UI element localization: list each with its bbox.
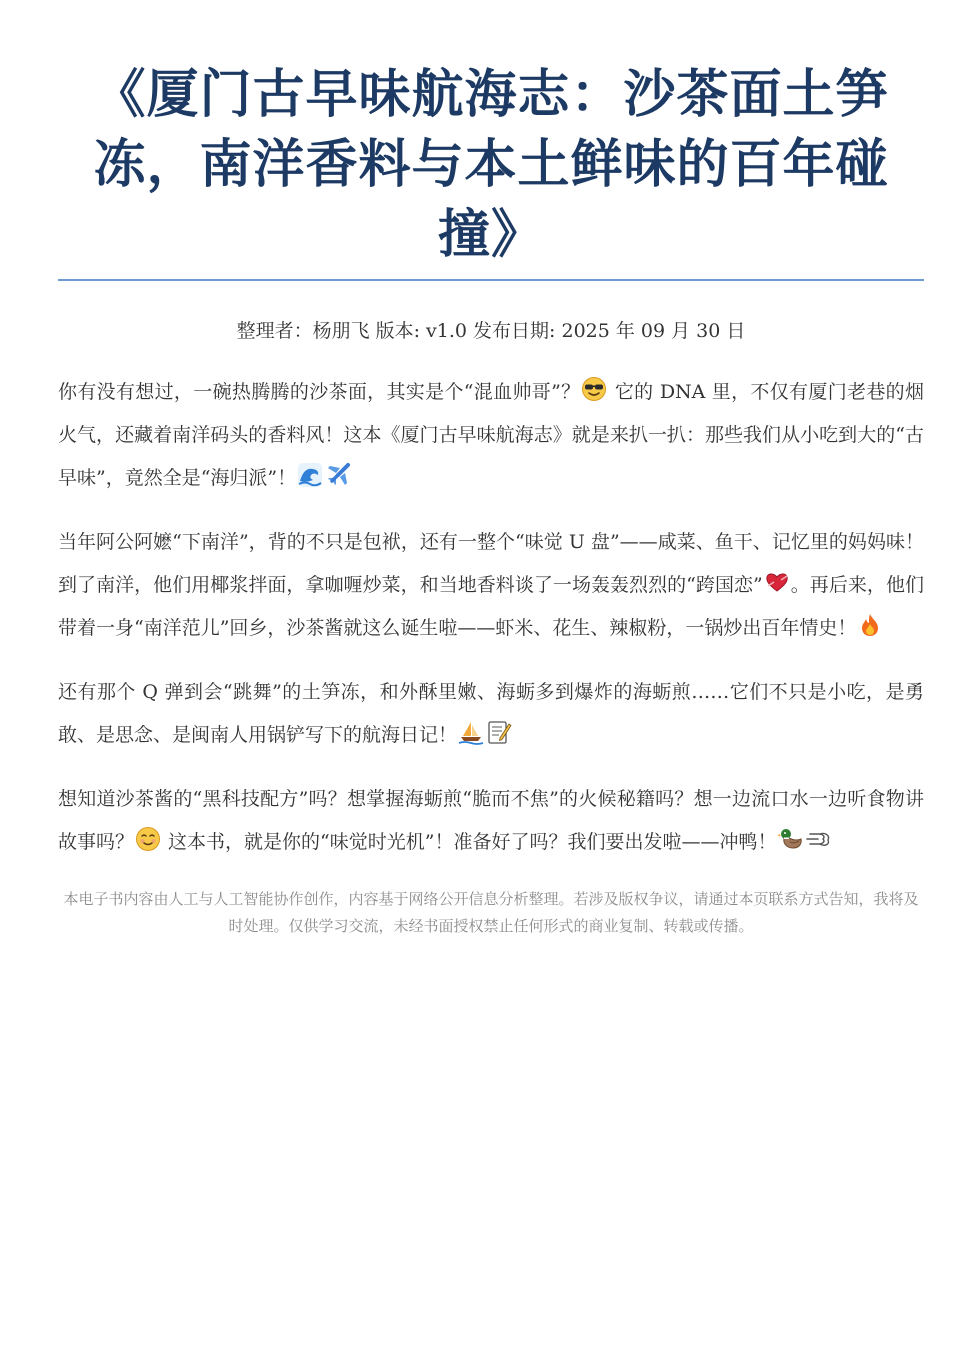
memo-icon xyxy=(486,719,512,745)
wave-icon xyxy=(297,462,323,488)
intro-paragraph-1 xyxy=(58,371,924,500)
paragraph-text: 这本书，就是你的“味觉时光机”！准备好了吗？我们要出发啦——冲鸭！ xyxy=(162,831,777,853)
sunglasses-face-icon xyxy=(581,376,607,402)
copyright-disclaimer: 本电子书内容由人工与人工智能协作创作，内容基于网络公开信息分析整理。若涉及版权争议，请通过本页联系方式告知，我将及时处理。仅供学习交流，未经书面授权禁止任何形式的商业复制、转载或传播。 xyxy=(63,890,919,935)
paragraph-text: 你有没有想过，一碗热腾腾的沙茶面，其实是个“混血帅哥”？ xyxy=(58,381,581,403)
paragraph-text: 想知道沙茶酱的“黑科技配方”吗？想掌握海蛎煎“脆而不焦”的火候秘籍吗？想一边流口水一边听食物讲故事吗？ xyxy=(58,788,924,853)
dash-icon xyxy=(805,826,831,852)
intro-paragraph-2 xyxy=(58,521,924,650)
duck-icon xyxy=(777,826,803,852)
paragraph-text: 它的 DNA 里，不仅有厦门老巷的烟火气，还藏着南洋码头的香料风！这本《厦门古早味航海志》就是来扒一扒：那些我们从小吃到大的“古早味”，竟然全是“海归派”！ xyxy=(58,381,924,489)
paragraph-text: 当年阿公阿嬷“下南洋”，背的不只是包袱，还有一整个“味觉 U 盘”——咸菜、鱼干、记忆里的妈妈味！到了南洋，他们用椰浆拌面，拿咖喱炒菜，和当地香料谈了一场轰轰烈烈的“跨国恋” xyxy=(58,531,924,596)
title-divider xyxy=(58,279,924,281)
intro-paragraph-4 xyxy=(58,778,924,864)
sailboat-icon xyxy=(458,719,484,745)
fire-icon xyxy=(857,612,883,638)
paragraph-text: 。再后来，他们带着一身“南洋范儿”回乡，沙茶酱就这么诞生啦——虾米、花生、辣椒粉，一锅炒出百年情史！ xyxy=(58,574,924,639)
document-meta: 整理者：杨朋飞 版本: v1.0 发布日期: 2025 年 09 月 30 日 xyxy=(236,320,746,342)
document-page xyxy=(58,60,924,940)
smiling-face-icon xyxy=(135,826,161,852)
intro-paragraph-3 xyxy=(58,671,924,757)
document-title: 《厦门古早味航海志：沙茶面土笋冻，南洋香料与本土鲜味的百年碰撞》 xyxy=(93,65,889,265)
heart-icon xyxy=(764,569,790,595)
airplane-icon xyxy=(325,462,351,488)
paragraph-text: 还有那个 Q 弹到会“跳舞”的土笋冻，和外酥里嫩、海蛎多到爆炸的海蛎煎……它们不只是小吃，是勇敢、是思念、是闽南人用锅铲写下的航海日记！ xyxy=(58,681,924,746)
